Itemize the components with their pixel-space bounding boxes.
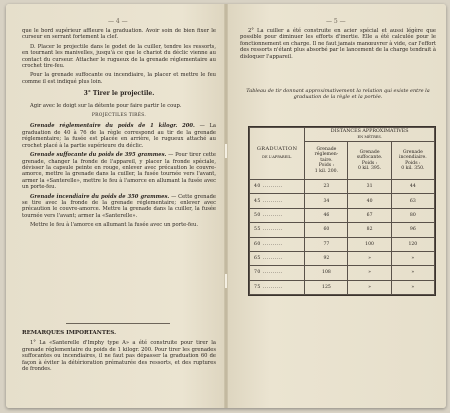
left-page — [6, 4, 226, 408]
cell-incendiaire: » — [391, 251, 434, 265]
th-col2-l4: 0 kil. 395. — [357, 165, 382, 171]
cell-incendiaire: 96 — [391, 223, 434, 237]
binding-stitch — [225, 144, 227, 158]
th-col2-l2: suffocante. — [356, 155, 383, 161]
cell-reglementaire: 108 — [305, 266, 348, 280]
th-col-incendiaire — [391, 142, 434, 180]
cell-reglementaire: 77 — [305, 237, 348, 251]
table-row — [250, 223, 435, 237]
th-col3-l1: Grenade — [402, 149, 423, 155]
left-para-4: Agir avec le doigt sur la détente pour faire partir le coup. — [30, 102, 182, 109]
cell-suffocante: 67 — [348, 208, 391, 222]
cell-incendiaire: 44 — [391, 180, 434, 194]
projectiles-subheading: PROJECTILES TIRÉS. — [91, 113, 147, 119]
grad-value: 55 — [254, 227, 261, 233]
right-para-1 — [240, 28, 436, 63]
cell-grad: 40 .......... — [250, 180, 305, 194]
booklet-spread — [6, 4, 446, 408]
th-col1-l2: réglemen- — [314, 152, 339, 158]
grad-value: 70 — [254, 270, 261, 276]
cell-suffocante: » — [348, 280, 391, 294]
table-caption: Tableau de tir donnant approximativement la relation qui existe entre la graduation de la règle et la portée. — [246, 88, 430, 101]
cell-reglementaire: 23 — [305, 180, 348, 194]
cell-suffocante: » — [348, 266, 391, 280]
cell-suffocante: 31 — [348, 180, 391, 194]
cell-grad: 55 .......... — [250, 223, 305, 237]
cell-suffocante: 40 — [348, 194, 391, 208]
th-col1-l5: 1 kil. 200. — [314, 168, 339, 174]
grenade-suffocante-para — [22, 152, 216, 190]
page-number-left: — 4 — — [108, 18, 128, 25]
cell-incendiaire: » — [391, 266, 434, 280]
remark-1: 1° La «Santerelle d'Imphy type A» a été construite pour tirer la grenade réglementaire du poids de 1 kilogr. 200. Pour tirer les grenades suffocantes ou incendiaires, il ne faut pas dépasser la graduation 60 de façon à éviter la détérioration prématurée des ressorts, et des ruptures de frondes. — [22, 340, 216, 373]
th-distances — [305, 128, 435, 142]
th-col2-l1: Grenade — [359, 149, 380, 155]
cell-reglementaire: 34 — [305, 194, 348, 208]
cell-suffocante: 100 — [348, 237, 391, 251]
th-col1-l3: taire. — [320, 157, 333, 163]
cell-suffocante: » — [348, 251, 391, 265]
grenade-suffocante-title: Grenade suffocante du poids de 395 grammes. — [30, 152, 167, 159]
grenade-reglementaire-title: Grenade réglementaire du poids de 1 kilogr. 200. — [30, 123, 195, 130]
grenade-incendiaire-text: — Cette grenade se tire avec la fronde de la grenade réglementaire; enlever avec précaution le couvre-amorce. Mettre la grenade dans la cuiller, la fusée tournée vers l'avant; armer la «Santerelle». — [22, 193, 216, 219]
table-row — [250, 280, 435, 294]
cell-reglementaire: 125 — [305, 280, 348, 294]
table-row — [250, 180, 435, 194]
grenade-incendiaire-para — [22, 194, 216, 220]
grad-value: 50 — [254, 212, 261, 218]
left-para-3: Pour la grenade suffocante ou incendiaire, la placer et mettre le feu comme il est indiqué plus loin. — [22, 72, 216, 85]
th-col3-l3: Poids : — [405, 160, 421, 166]
grad-value: 45 — [254, 198, 261, 204]
right-para-1-text: 2° La cuiller a été construite en acier spécial et aussi légère que possible pour diminuer les efforts d'inertie. Elle a été calculée pour le fonctionnement en charge. Il ne faut jamais manœuvrer à vide, car l'effort des ressorts n'étant plus absorbé par le lancement de la charge tendrait à disloquer l'appareil. — [240, 28, 436, 60]
th-distances-sub: EN MÈTRES. — [357, 134, 382, 139]
grenade-incendiaire-title: Grenade incendiaire du poids de 350 grammes. — [30, 193, 170, 200]
cell-grad: 70 .......... — [250, 266, 305, 280]
cell-grad: 75 .......... — [250, 280, 305, 294]
cell-incendiaire: 120 — [391, 237, 434, 251]
remarks-heading: REMARQUES IMPORTANTES. — [22, 330, 117, 336]
grad-value: 75 — [254, 284, 261, 290]
table-row — [250, 251, 435, 265]
cell-grad: 45 .......... — [250, 194, 305, 208]
cell-reglementaire: 60 — [305, 223, 348, 237]
th-col1-l4: Poids : — [318, 163, 335, 169]
left-para-1: que le bord supérieur affleure la graduation. Avoir soin de bien fixer le curseur en serrant fortement la clef. — [22, 28, 216, 41]
grenade-suffocante-text: — Pour tirer cette grenade, changer la fronde de l'appareil, y placer la fronde spéciale, dévisser la capsule peinte en rouge, enlever avec précaution le couvre-amorce, mettre la grenade dans la cuiller, la fusée tournée vers l'avant, armer la «Santerelle», mettre le feu à l'amorce en allumant la fusée avec un porte-feu. — [22, 152, 216, 191]
section-heading-tirer: 3° Tirer le projectile. — [83, 90, 155, 98]
cell-grad: 50 .......... — [250, 208, 305, 222]
right-page — [226, 4, 446, 408]
page-number-right: — 5 — — [326, 18, 346, 25]
binding-stitch — [225, 274, 227, 288]
cell-suffocante: 82 — [348, 223, 391, 237]
grenade-reglementaire-text: — La graduation de 40 à 76 de la règle correspond au tir de la grenade réglementaire; la fusée est placée en arrière, le rugueux attaché au crochet placé à la partie supérieure du déclic. — [22, 123, 217, 149]
grad-value: 60 — [254, 241, 261, 247]
table-row — [250, 266, 435, 280]
table-row — [250, 237, 435, 251]
firing-table-grid — [249, 127, 435, 295]
left-page-body — [22, 28, 216, 232]
th-col2-l3: Poids : — [361, 160, 378, 166]
cell-incendiaire: 63 — [391, 194, 434, 208]
th-col3-l2: incendiaire. — [399, 155, 427, 161]
grad-value: 65 — [254, 256, 261, 262]
th-col3-l4: 0 kil. 350. — [401, 165, 425, 171]
th-col1-l1: Grenade — [316, 146, 337, 152]
th-graduation — [250, 128, 305, 180]
table-row — [250, 194, 435, 208]
th-col-reglementaire — [305, 142, 348, 180]
remarks-block — [22, 326, 216, 375]
grad-value: 40 — [254, 184, 261, 190]
th-distances-label: DISTANCES APPROXIMATIVES — [330, 129, 409, 135]
section-divider — [66, 323, 170, 324]
left-para-5: Mettre le feu à l'amorce en allumant la fusée avec un porte-feu. — [30, 222, 198, 229]
book-gutter — [224, 4, 228, 408]
cell-reglementaire: 92 — [305, 251, 348, 265]
left-para-2: D. Placer le projectile dans le godet de la cuiller, tendre les ressorts, en tournant les manivelles, jusqu'à ce que le chariot du déclic vienne au contact du curseur. Attacher le rugueux de la grenade réglementaire au crochet tire-feu. — [22, 43, 216, 70]
cell-grad: 65 .......... — [250, 251, 305, 265]
firing-table — [248, 126, 436, 296]
cell-reglementaire: 46 — [305, 208, 348, 222]
th-col-suffocante — [348, 142, 391, 180]
th-graduation-label: GRADUATION — [256, 146, 298, 153]
cell-incendiaire: » — [391, 280, 434, 294]
table-row — [250, 208, 435, 222]
th-graduation-sub: DE L'APPAREIL. — [262, 154, 293, 159]
cell-grad: 60 .......... — [250, 237, 305, 251]
cell-incendiaire: 80 — [391, 208, 434, 222]
grenade-reglementaire-para — [22, 123, 216, 149]
